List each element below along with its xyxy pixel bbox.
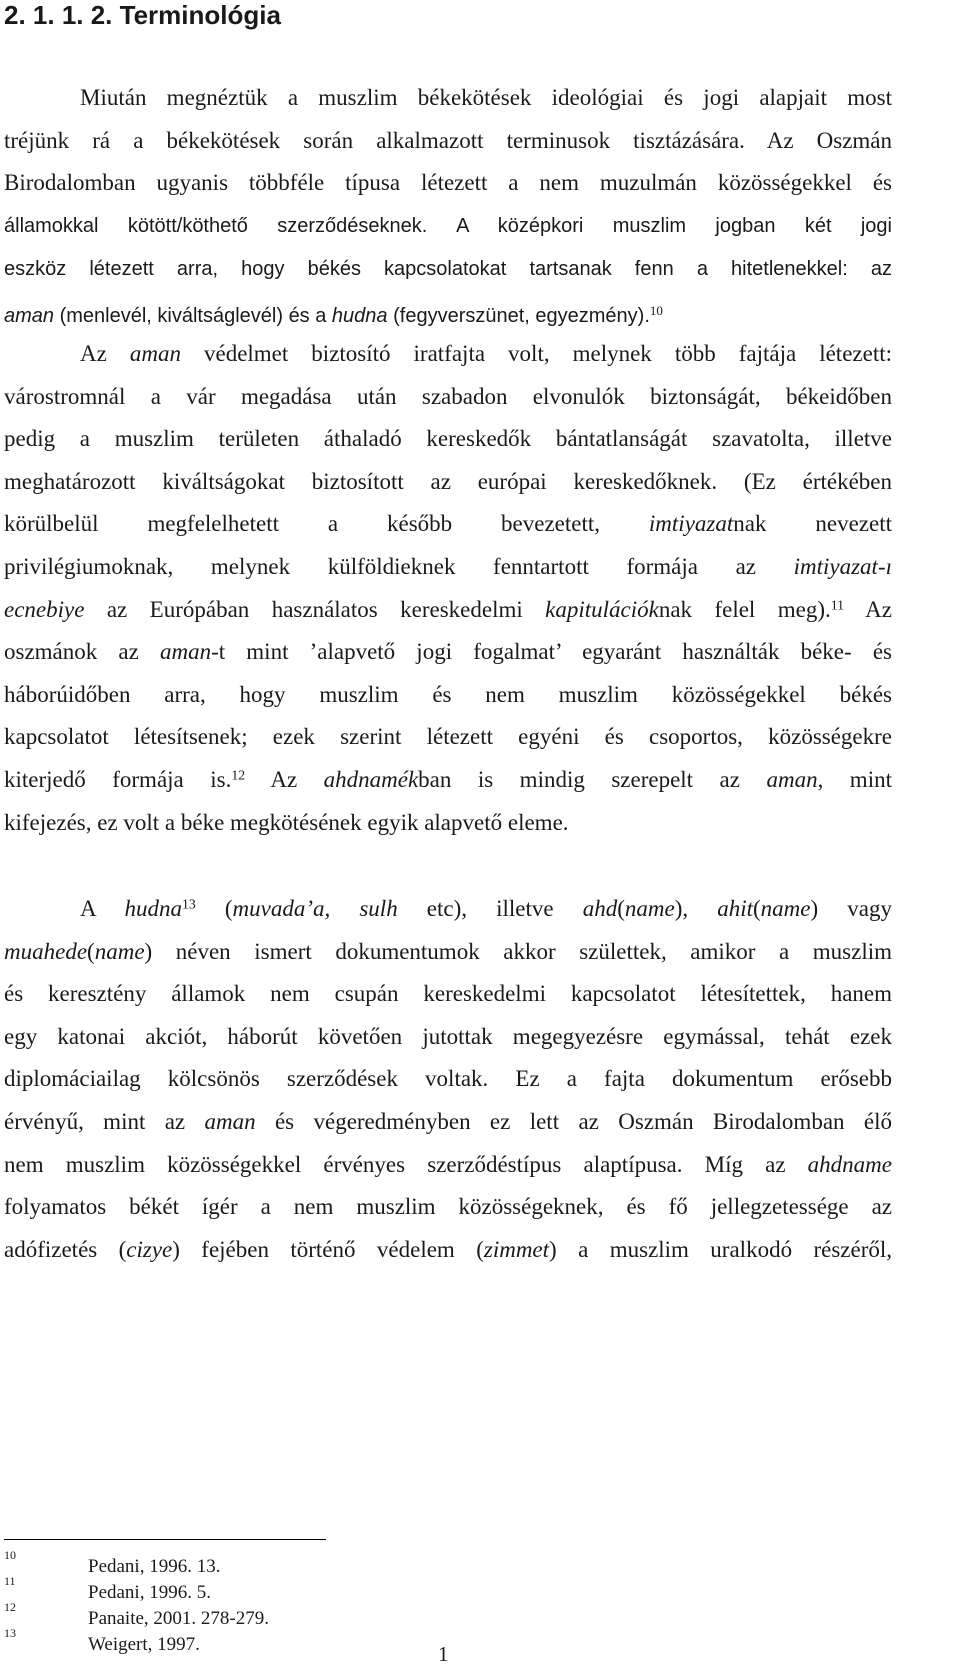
paragraph-1	[4, 77, 892, 205]
footnote-text: Pedani, 1996. 13.	[88, 1556, 221, 1577]
footnote-number: 10	[4, 1548, 16, 1562]
footnote-ref-12[interactable]: 12	[231, 767, 246, 783]
text-line: nem muszlim közösségekkel érvényes szerződéstípus alaptípusa. Míg az ahdname	[4, 1151, 892, 1177]
footnote-text: Panaite, 2001. 278-279.	[88, 1608, 270, 1629]
text-line: egy katonai akciót, háborút követően jutottak megegyezésre egymással, tehát ezek	[4, 1023, 892, 1049]
text-line: körülbelül megfelelhetett a később bevezetett, imtiyazatnak nevezett	[4, 511, 892, 537]
paragraph-4	[4, 888, 892, 1271]
footnote-11	[4, 1574, 404, 1605]
footnote-number: 13	[4, 1626, 16, 1640]
text-line: tréjünk rá a békekötések során alkalmazott terminusok tisztázására. Az Oszmán	[4, 127, 892, 153]
text-line: érvényű, mint az aman és végeredményben ez lett az Oszmán Birodalomban élő	[4, 1108, 892, 1134]
text-line: kifejezés, ez volt a béke megkötésének egyik alapvető eleme.	[4, 809, 569, 835]
footnote-ref-13[interactable]: 13	[181, 896, 196, 912]
paragraph-3	[4, 333, 892, 844]
text-line: kiterjedő formája is.$^{12}$ Az ahdnamékban is mindig szerepelt az aman, mint	[4, 766, 892, 792]
text-line: és keresztény államok nem csupán kereskedelmi kapcsolatot létesítettek, hanem	[4, 981, 892, 1007]
text-line: ecnebiye az Európában használatos kereskedelmi kapitulációknak felel meg).$^{11}$ Az	[4, 596, 892, 622]
footnote-number: 11	[4, 1574, 16, 1588]
text-line: pedig a muszlim területen áthaladó kereskedők bántatlanságát szavatolta, illetve	[4, 426, 892, 452]
text-line: várostromnál a vár megadása után szabadon elvonulók biztonságát, békeidőben	[4, 383, 892, 409]
paragraph-1-end	[4, 205, 892, 248]
page-number: 1	[438, 1642, 449, 1666]
text-line: eszköz létezett arra, hogy békés kapcsolatokat tartsanak fenn a hitetlenekkel: az	[4, 257, 892, 280]
text-line: adófizetés (cizye) fejében történő védelem (zimmet) a muszlim uralkodó részéről,	[4, 1236, 892, 1262]
text-line: kapcsolatot létesítsenek; ezek szerint létezett egyéni és csoportos, közösségekre	[4, 724, 892, 750]
text-line: Birodalomban ugyanis többféle típusa létezett a nem muzulmán közösségekkel és	[4, 170, 892, 196]
text-line: diplomáciailag kölcsönös szerződések voltak. Ez a fajta dokumentum erősebb	[4, 1066, 892, 1092]
footnote-text: Weigert, 1997.	[88, 1634, 200, 1655]
term-hudna: hudna	[331, 305, 388, 328]
paragraph-2-head: A középkori muszlim jogban két jogi	[456, 215, 892, 237]
section-heading: 2. 1. 1. 2. Terminológia	[4, 0, 281, 30]
footnote-13	[4, 1626, 404, 1657]
footnote-ref-10[interactable]: 10	[649, 303, 663, 319]
footnote-12	[4, 1600, 404, 1631]
footnote-10	[4, 1548, 404, 1579]
paragraph-2	[4, 248, 892, 338]
text-line: oszmánok az aman-t mint ’alapvető jogi fogalmat’ egyaránt használták béke- és	[4, 639, 892, 665]
text-line: meghatározott kiváltságokat biztosított az európai kereskedőknek. (Ez értékében	[4, 468, 892, 494]
text-line: háborúidőben arra, hogy muszlim és nem muszlim közösségekkel békés	[4, 681, 892, 707]
footnote-ref-11[interactable]: 11	[830, 596, 845, 612]
text-line: Miután megnéztük a muszlim békekötések ideológiai és jogi alapjait most	[80, 85, 892, 110]
term-aman: aman	[4, 305, 55, 328]
text-line: privilégiumoknak, melynek külföldieknek fenntartott formája az imtiyazat-ı	[4, 553, 892, 579]
text-line: muahede(name) néven ismert dokumentumok akkor születtek, amikor a muszlim	[4, 938, 892, 964]
footnote-text: Pedani, 1996. 5.	[88, 1582, 211, 1603]
paragraph-1-tail: államokkal kötött/köthető szerződéseknek.	[4, 215, 428, 237]
text-line: Az aman védelmet biztosító iratfajta volt, melynek több fajtája létezett:	[80, 341, 892, 366]
text-line	[4, 205, 892, 248]
text-line: folyamatos békét ígér a nem muszlim közösségeknek, és fő jellegzetessége az	[4, 1194, 892, 1220]
footnote-number: 12	[4, 1600, 16, 1614]
text-line: A hudna$^{13}$ (muvada’a, sulh etc), illetve ahd(name), ahit(name) vagy	[80, 896, 892, 921]
footnote-separator	[4, 1539, 326, 1540]
text-line: aman (menlevél, kiváltságlevél) és a hudna (fegyverszünet, egyezmény).$^{10}$	[4, 303, 663, 328]
